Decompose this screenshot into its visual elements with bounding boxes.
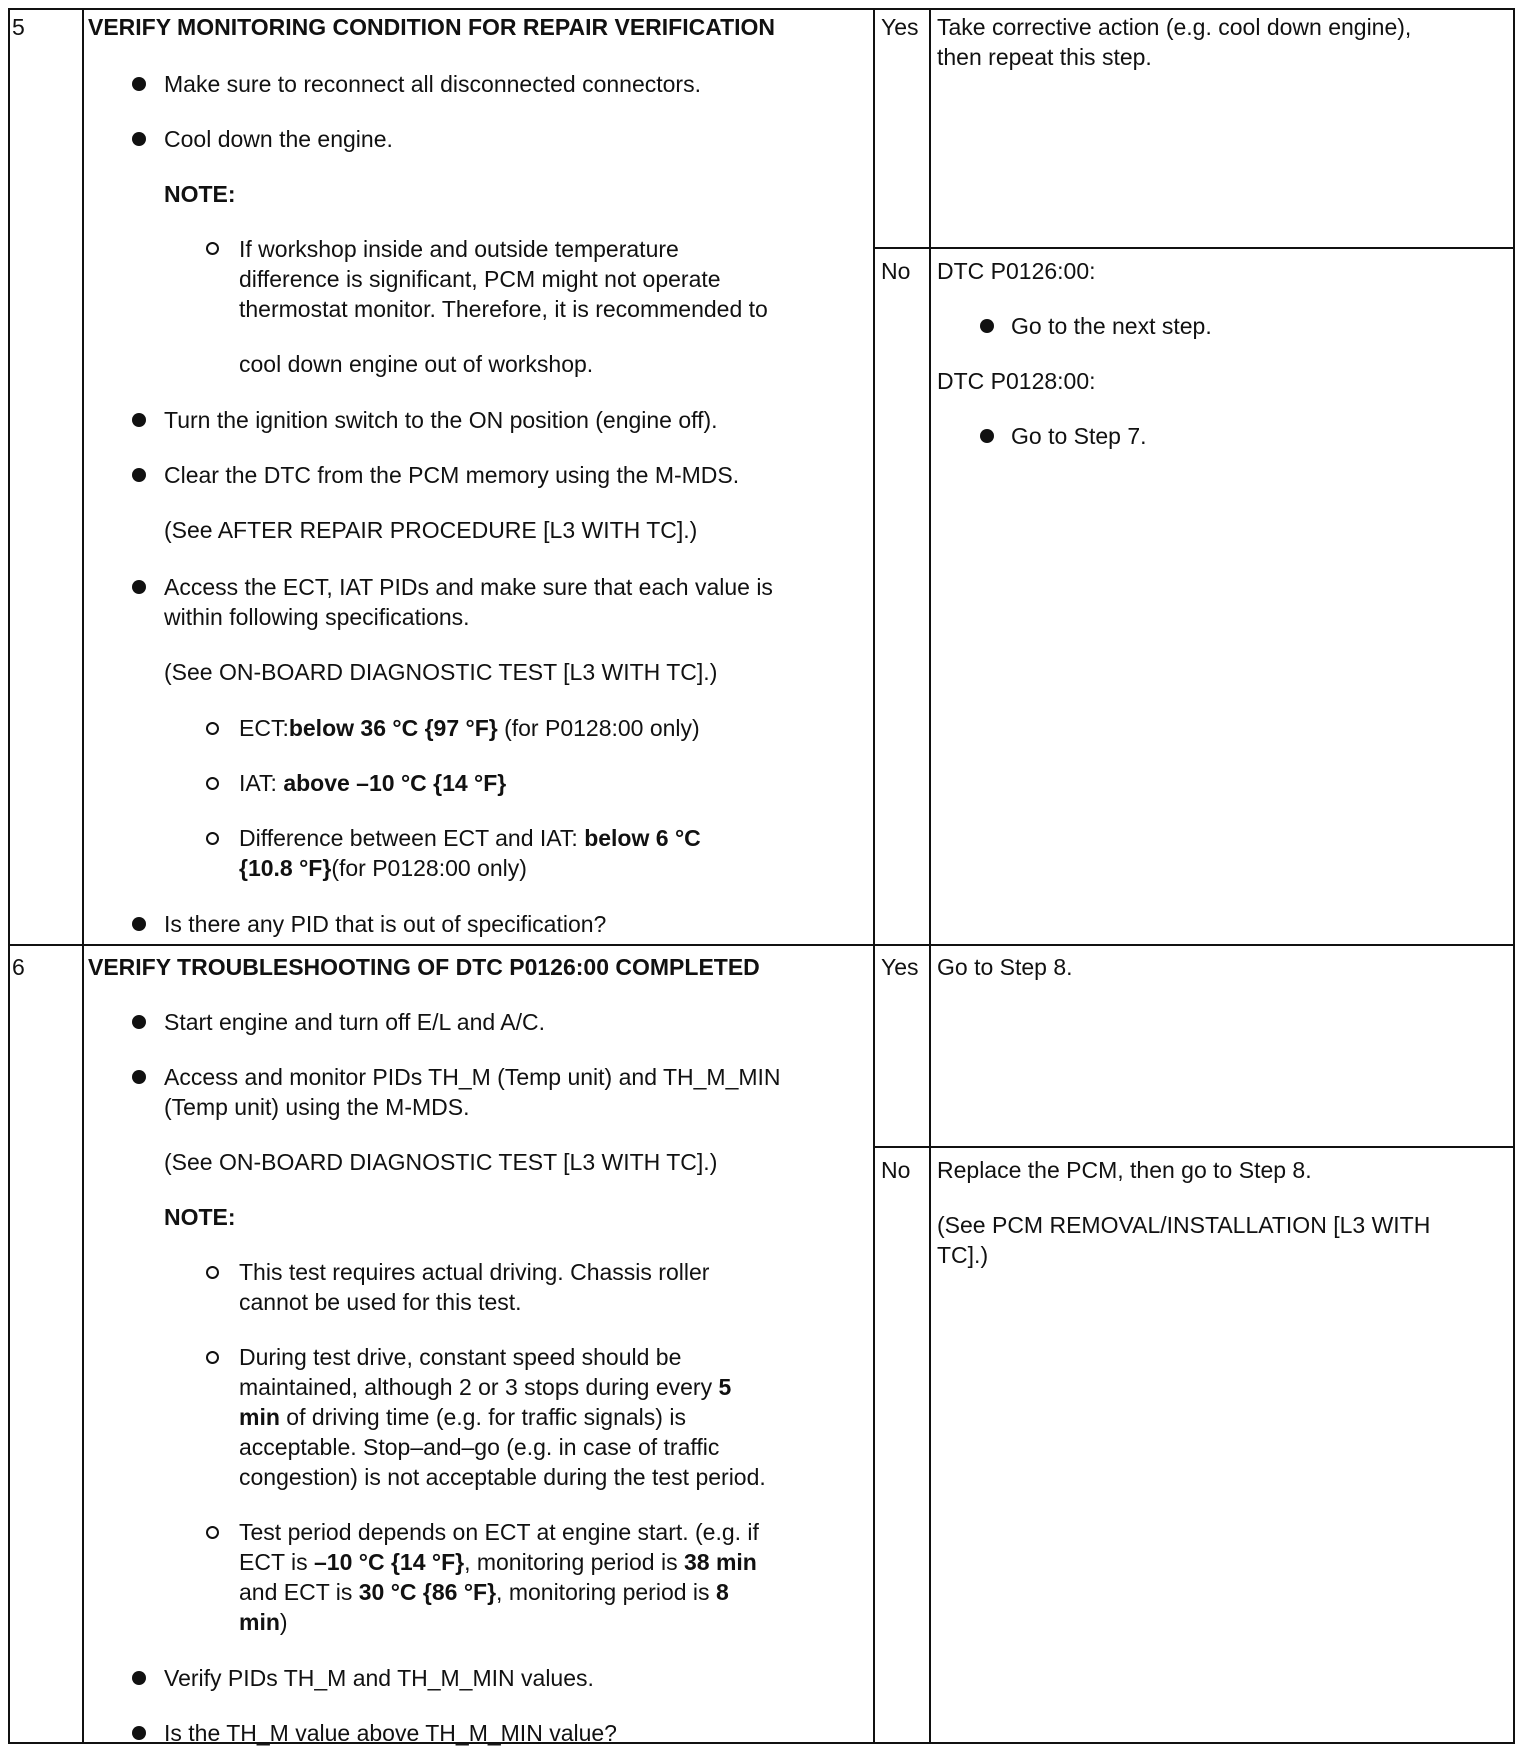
step6-note2-line1: During test drive, constant speed should be: [239, 1344, 682, 1370]
bullet-icon: [132, 413, 146, 427]
step5-no-go-step7: Go to Step 7.: [1011, 423, 1147, 449]
table-border-left: [8, 8, 10, 1744]
step6-bullet-question: Is the TH_M value above TH_M_MIN value?: [164, 1720, 617, 1746]
row-divider-step5-yes-no: [873, 247, 1515, 249]
step6-note2-line2: maintained, although 2 or 3 stops during every 5: [239, 1374, 732, 1400]
step5-no-dtc-p0126: DTC P0126:00:: [937, 258, 1096, 284]
step5-no-go-next: Go to the next step.: [1011, 313, 1212, 339]
sub-bullet-icon: [206, 1266, 219, 1279]
step5-yes-label: Yes: [881, 14, 919, 40]
step6-bullet-start-engine: Start engine and turn off E/L and A/C.: [164, 1009, 546, 1035]
step5-bullet-ignition: Turn the ignition switch to the ON position (engine off).: [164, 407, 718, 433]
bullet-icon: [132, 1070, 146, 1084]
step5-no-dtc-p0128: DTC P0128:00:: [937, 368, 1096, 394]
step6-title: VERIFY TROUBLESHOOTING OF DTC P0126:00 COMPLETED: [88, 954, 760, 980]
step6-bullet-monitor-line2: (Temp unit) using the M-MDS.: [164, 1094, 470, 1120]
step6-bullet-monitor-line1: Access and monitor PIDs TH_M (Temp unit) and TH_M_MIN: [164, 1064, 781, 1090]
row-divider-step5-step6: [8, 944, 1515, 946]
step5-spec-iat: IAT: above –10 °C {14 °F}: [239, 770, 507, 796]
step5-note-line1: If workshop inside and outside temperature: [239, 236, 679, 262]
step6-note2-line3: min of driving time (e.g. for traffic signals) is: [239, 1404, 686, 1430]
bullet-icon: [132, 1726, 146, 1740]
step5-no-label: No: [881, 258, 911, 284]
step6-note1-line1: This test requires actual driving. Chassis roller: [239, 1259, 710, 1285]
bullet-icon: [980, 429, 994, 443]
sub-bullet-icon: [206, 1351, 219, 1364]
step5-note-line3: thermostat monitor. Therefore, it is recommended to: [239, 296, 768, 322]
sub-bullet-icon: [206, 832, 219, 845]
bullet-icon: [980, 319, 994, 333]
step6-yes-go-step8: Go to Step 8.: [937, 954, 1073, 980]
step6-bullet-verify-pids: Verify PIDs TH_M and TH_M_MIN values.: [164, 1665, 594, 1691]
step6-no-ref-line1: (See PCM REMOVAL/INSTALLATION [L3 WITH: [937, 1212, 1431, 1238]
bullet-icon: [132, 468, 146, 482]
step6-note-label: NOTE:: [164, 1204, 236, 1230]
step5-ref-after-repair: (See AFTER REPAIR PROCEDURE [L3 WITH TC].): [164, 517, 698, 543]
step5-bullet-access-pids-line1: Access the ECT, IAT PIDs and make sure that each value is: [164, 574, 773, 600]
step5-bullet-clear-dtc: Clear the DTC from the PCM memory using the M-MDS.: [164, 462, 740, 488]
column-divider-answer: [929, 8, 931, 1744]
sub-bullet-icon: [206, 242, 219, 255]
row-divider-step6-yes-no: [873, 1146, 1515, 1148]
step6-no-label: No: [881, 1157, 911, 1183]
table-border-right: [1513, 8, 1515, 1744]
step5-spec-difference-line1: Difference between ECT and IAT: below 6 °C: [239, 825, 701, 851]
step5-yes-action-line1: Take corrective action (e.g. cool down engine),: [937, 14, 1412, 40]
step6-note1-line2: cannot be used for this test.: [239, 1289, 522, 1315]
step6-ref-onboard-test: (See ON-BOARD DIAGNOSTIC TEST [L3 WITH TC].): [164, 1149, 718, 1175]
bullet-icon: [132, 77, 146, 91]
step6-note3-line1: Test period depends on ECT at engine start. (e.g. if: [239, 1519, 759, 1545]
step5-yes-action-line2: then repeat this step.: [937, 44, 1152, 70]
step6-no-ref-line2: TC].): [937, 1242, 989, 1268]
step6-yes-label: Yes: [881, 954, 919, 980]
step5-bullet-reconnect: Make sure to reconnect all disconnected connectors.: [164, 71, 701, 97]
step6-note3-line4: min): [239, 1609, 288, 1635]
step6-no-replace-pcm: Replace the PCM, then go to Step 8.: [937, 1157, 1312, 1183]
sub-bullet-icon: [206, 722, 219, 735]
step5-spec-ect: ECT:below 36 °C {97 °F} (for P0128:00 only): [239, 715, 700, 741]
step5-number: 5: [12, 14, 25, 40]
bullet-icon: [132, 132, 146, 146]
step5-bullet-question: Is there any PID that is out of specification?: [164, 911, 607, 937]
step5-ref-onboard-test: (See ON-BOARD DIAGNOSTIC TEST [L3 WITH TC].): [164, 659, 718, 685]
column-divider-step: [82, 8, 84, 1744]
step6-note2-line5: congestion) is not acceptable during the test period.: [239, 1464, 766, 1490]
step5-spec-difference-line2: {10.8 °F}(for P0128:00 only): [239, 855, 527, 881]
step6-note2-line4: acceptable. Stop–and–go (e.g. in case of traffic: [239, 1434, 720, 1460]
step5-bullet-access-pids-line2: within following specifications.: [164, 604, 470, 630]
step5-bullet-cool-down: Cool down the engine.: [164, 126, 393, 152]
step6-note3-line3: and ECT is 30 °C {86 °F}, monitoring period is 8: [239, 1579, 729, 1605]
sub-bullet-icon: [206, 1526, 219, 1539]
step5-note-label: NOTE:: [164, 181, 236, 207]
bullet-icon: [132, 1015, 146, 1029]
bullet-icon: [132, 580, 146, 594]
bullet-icon: [132, 917, 146, 931]
bullet-icon: [132, 1671, 146, 1685]
step5-title: VERIFY MONITORING CONDITION FOR REPAIR VERIFICATION: [88, 14, 776, 40]
step5-note-line2: difference is significant, PCM might not operate: [239, 266, 721, 292]
step6-note3-line2: ECT is –10 °C {14 °F}, monitoring period is 38 min: [239, 1549, 757, 1575]
table-border-top: [8, 8, 1515, 10]
column-divider-action: [873, 8, 875, 1744]
step5-note-line4: cool down engine out of workshop.: [239, 351, 594, 377]
step6-number: 6: [12, 954, 25, 980]
sub-bullet-icon: [206, 777, 219, 790]
